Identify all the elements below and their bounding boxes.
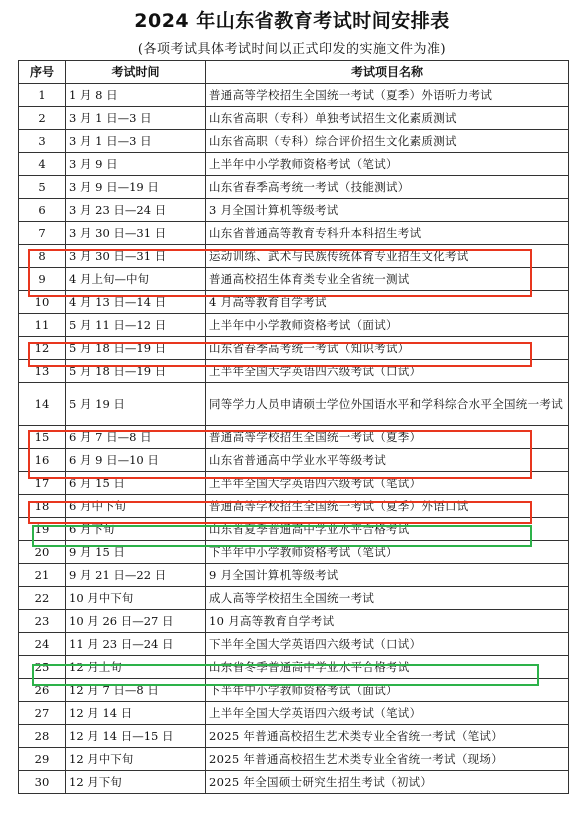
table-row <box>19 587 569 610</box>
table-row <box>19 268 569 291</box>
row-no: 12 <box>19 337 66 360</box>
row-time: 12 月 7 日—8 日 <box>66 679 206 702</box>
row-no: 6 <box>19 199 66 222</box>
row-name: 下半年中小学教师资格考试（面试） <box>206 679 569 702</box>
row-no: 16 <box>19 449 66 472</box>
row-time: 3 月 9 日 <box>66 153 206 176</box>
table-row <box>19 610 569 633</box>
row-time: 3 月 1 日—3 日 <box>66 107 206 130</box>
row-name: 3 月全国计算机等级考试 <box>206 199 569 222</box>
row-no: 24 <box>19 633 66 656</box>
row-time: 5 月 11 日—12 日 <box>66 314 206 337</box>
row-name: 山东省普通高等教育专科升本科招生考试 <box>206 222 569 245</box>
row-time: 4 月上旬—中旬 <box>66 268 206 291</box>
row-name: 普通高等学校招生全国统一考试（夏季） <box>206 426 569 449</box>
row-no: 13 <box>19 360 66 383</box>
row-time: 3 月 1 日—3 日 <box>66 130 206 153</box>
table-row <box>19 656 569 679</box>
row-time: 10 月 26 日—27 日 <box>66 610 206 633</box>
page-title: 2024 年山东省教育考试时间安排表 <box>134 10 450 32</box>
row-no: 2 <box>19 107 66 130</box>
row-time: 6 月下旬 <box>66 518 206 541</box>
row-no: 27 <box>19 702 66 725</box>
table-row <box>19 222 569 245</box>
table-row <box>19 702 569 725</box>
row-no: 14 <box>19 383 66 426</box>
row-time: 10 月中下旬 <box>66 587 206 610</box>
row-no: 30 <box>19 771 66 794</box>
row-name: 山东省春季高考统一考试（技能测试） <box>206 176 569 199</box>
table-row <box>19 633 569 656</box>
row-name: 山东省冬季普通高中学业水平合格考试 <box>206 656 569 679</box>
table-row <box>19 383 569 426</box>
row-no: 20 <box>19 541 66 564</box>
table-row <box>19 176 569 199</box>
row-no: 19 <box>19 518 66 541</box>
table-row <box>19 541 569 564</box>
table-row <box>19 84 569 107</box>
row-name: 普通高校招生体育类专业全省统一测试 <box>206 268 569 291</box>
row-time: 11 月 23 日—24 日 <box>66 633 206 656</box>
row-time: 3 月 30 日—31 日 <box>66 245 206 268</box>
row-time: 6 月 15 日 <box>66 472 206 495</box>
row-time: 1 月 8 日 <box>66 84 206 107</box>
page-subtitle: (各项考试具体考试时间以正式印发的实施文件为准) <box>137 42 447 57</box>
row-no: 11 <box>19 314 66 337</box>
row-time: 6 月中下旬 <box>66 495 206 518</box>
row-name: 普通高等学校招生全国统一考试（夏季）外语听力考试 <box>206 84 569 107</box>
table-row <box>19 199 569 222</box>
row-no: 29 <box>19 748 66 771</box>
row-no: 15 <box>19 426 66 449</box>
row-no: 18 <box>19 495 66 518</box>
table-row <box>19 107 569 130</box>
table-row <box>19 472 569 495</box>
table-row <box>19 449 569 472</box>
row-no: 10 <box>19 291 66 314</box>
table-row <box>19 314 569 337</box>
row-time: 6 月 9 日—10 日 <box>66 449 206 472</box>
row-no: 7 <box>19 222 66 245</box>
row-name: 上半年中小学教师资格考试（笔试） <box>206 153 569 176</box>
row-name: 同等学力人员申请硕士学位外国语水平和学科综合水平全国统一考试 <box>206 383 569 426</box>
table-row <box>19 564 569 587</box>
row-no: 3 <box>19 130 66 153</box>
row-time: 4 月 13 日—14 日 <box>66 291 206 314</box>
row-name: 山东省春季高考统一考试（知识考试） <box>206 337 569 360</box>
row-name: 2025 年普通高校招生艺术类专业全省统一考试（笔试） <box>206 725 569 748</box>
row-no: 23 <box>19 610 66 633</box>
row-name: 下半年中小学教师资格考试（笔试） <box>206 541 569 564</box>
row-no: 4 <box>19 153 66 176</box>
table-row <box>19 518 569 541</box>
row-time: 6 月 7 日—8 日 <box>66 426 206 449</box>
row-time: 3 月 9 日—19 日 <box>66 176 206 199</box>
row-no: 28 <box>19 725 66 748</box>
row-time: 12 月 14 日 <box>66 702 206 725</box>
row-name: 2025 年全国硕士研究生招生考试（初试） <box>206 771 569 794</box>
row-no: 22 <box>19 587 66 610</box>
row-name: 上半年中小学教师资格考试（面试） <box>206 314 569 337</box>
row-name: 下半年全国大学英语四六级考试（口试） <box>206 633 569 656</box>
row-name: 4 月高等教育自学考试 <box>206 291 569 314</box>
row-time: 5 月 18 日—19 日 <box>66 337 206 360</box>
row-no: 25 <box>19 656 66 679</box>
header-name: 考试项目名称 <box>206 61 569 84</box>
table-row <box>19 291 569 314</box>
row-time: 5 月 18 日—19 日 <box>66 360 206 383</box>
row-name: 山东省高职（专科）单独考试招生文化素质测试 <box>206 107 569 130</box>
row-name: 上半年全国大学英语四六级考试（笔试） <box>206 702 569 725</box>
table-row <box>19 245 569 268</box>
row-name: 10 月高等教育自学考试 <box>206 610 569 633</box>
header-no: 序号 <box>19 61 66 84</box>
table-header-row <box>19 61 569 84</box>
table-row <box>19 679 569 702</box>
row-time: 12 月下旬 <box>66 771 206 794</box>
row-no: 21 <box>19 564 66 587</box>
row-name: 普通高等学校招生全国统一考试（夏季）外语口试 <box>206 495 569 518</box>
row-time: 12 月 14 日—15 日 <box>66 725 206 748</box>
table-row <box>19 771 569 794</box>
row-time: 5 月 19 日 <box>66 383 206 426</box>
exam-schedule-table <box>18 60 569 794</box>
row-time: 12 月上旬 <box>66 656 206 679</box>
table-row <box>19 130 569 153</box>
row-no: 1 <box>19 84 66 107</box>
table-row <box>19 360 569 383</box>
row-time: 12 月中下旬 <box>66 748 206 771</box>
table-row <box>19 426 569 449</box>
row-no: 8 <box>19 245 66 268</box>
header-time: 考试时间 <box>66 61 206 84</box>
row-name: 上半年全国大学英语四六级考试（笔试） <box>206 472 569 495</box>
row-name: 9 月全国计算机等级考试 <box>206 564 569 587</box>
row-name: 2025 年普通高校招生艺术类专业全省统一考试（现场） <box>206 748 569 771</box>
row-time: 9 月 15 日 <box>66 541 206 564</box>
table-row <box>19 725 569 748</box>
row-name: 山东省夏季普通高中学业水平合格考试 <box>206 518 569 541</box>
table-row <box>19 748 569 771</box>
row-time: 3 月 30 日—31 日 <box>66 222 206 245</box>
row-name: 成人高等学校招生全国统一考试 <box>206 587 569 610</box>
row-time: 9 月 21 日—22 日 <box>66 564 206 587</box>
row-name: 上半年全国大学英语四六级考试（口试） <box>206 360 569 383</box>
row-name: 山东省高职（专科）综合评价招生文化素质测试 <box>206 130 569 153</box>
row-name: 运动训练、武术与民族传统体育专业招生文化考试 <box>206 245 569 268</box>
row-no: 9 <box>19 268 66 291</box>
row-no: 26 <box>19 679 66 702</box>
row-no: 5 <box>19 176 66 199</box>
row-time: 3 月 23 日—24 日 <box>66 199 206 222</box>
table-row <box>19 495 569 518</box>
table-row <box>19 153 569 176</box>
table-row <box>19 337 569 360</box>
row-name: 山东省普通高中学业水平等级考试 <box>206 449 569 472</box>
row-no: 17 <box>19 472 66 495</box>
